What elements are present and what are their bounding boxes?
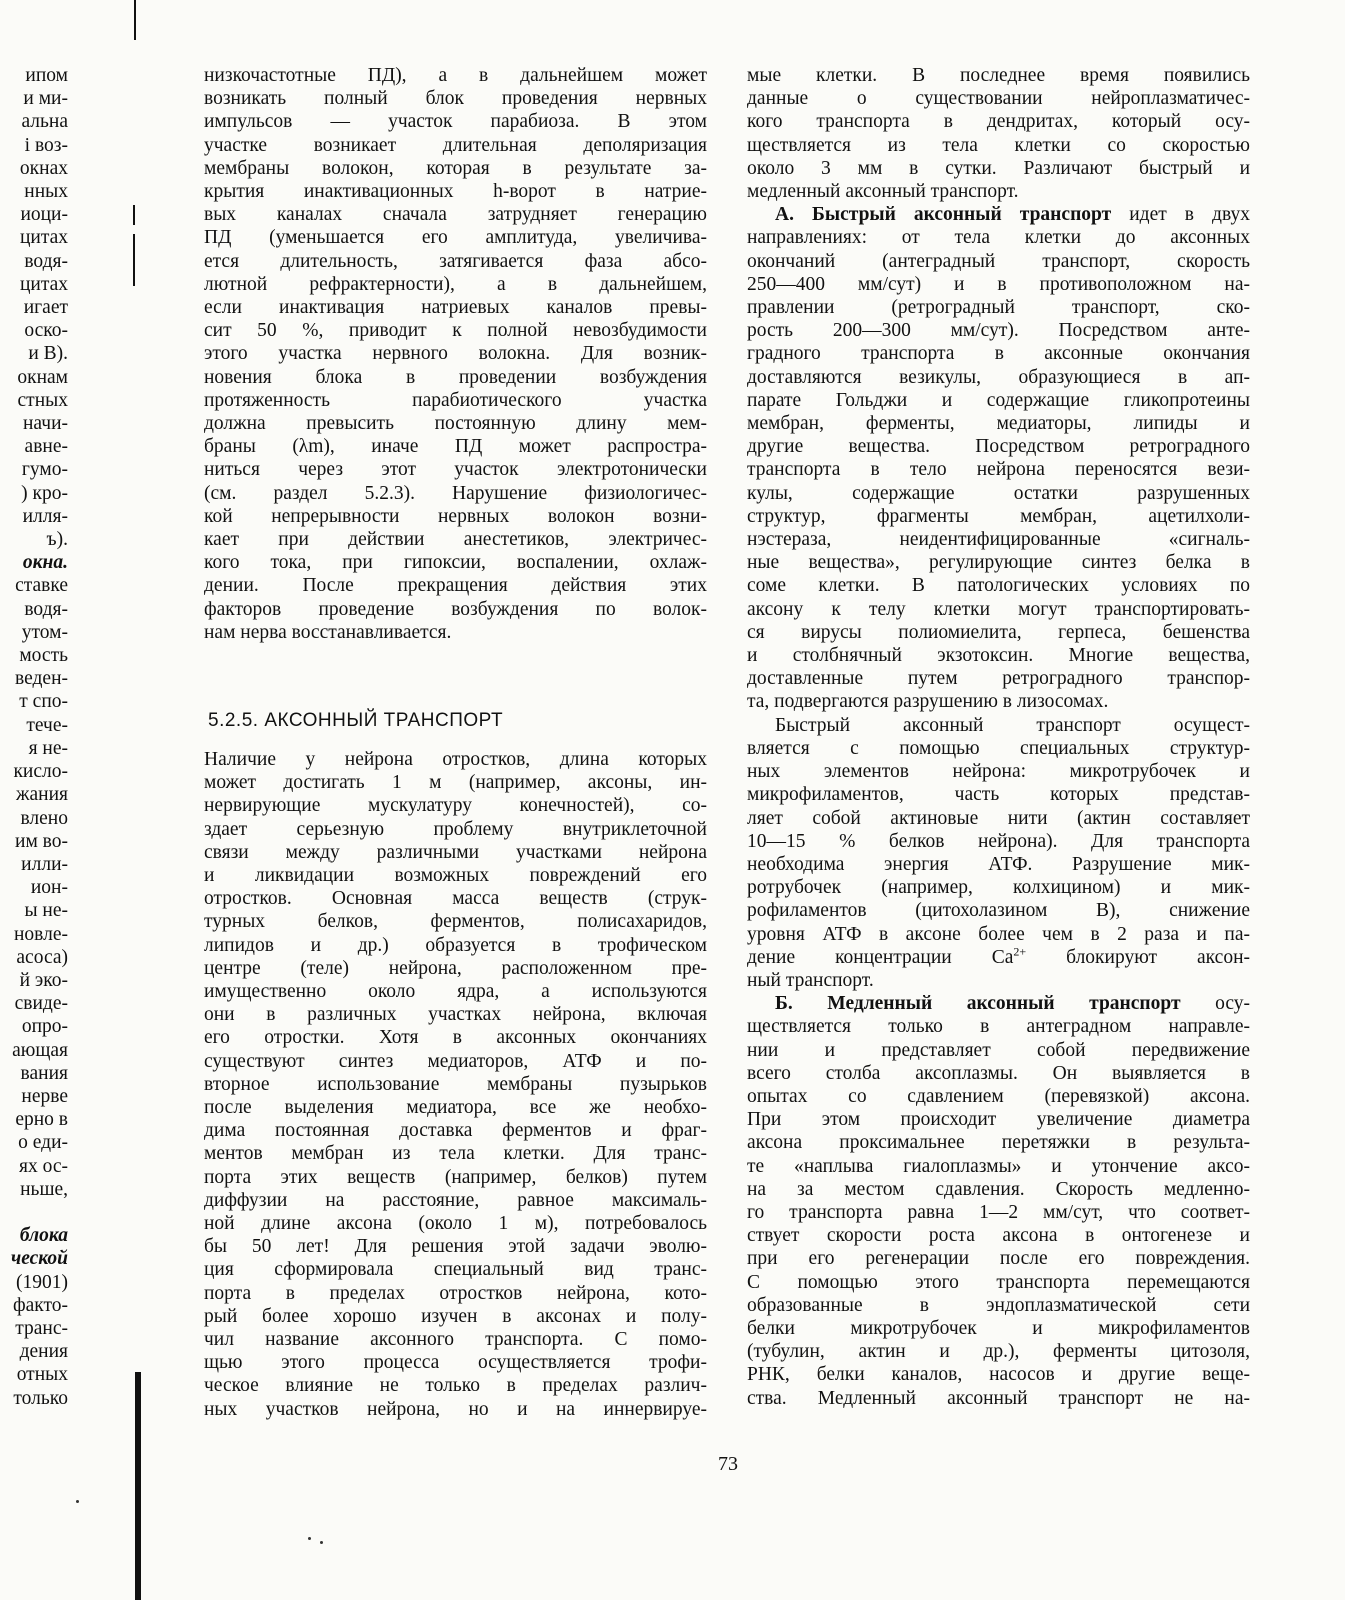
text-line: о еди- — [18, 1132, 68, 1154]
text-line: ях ос- — [19, 1155, 68, 1177]
text-line: (тубулин, актин и др.), ферменты цитозоля, — [747, 1341, 1250, 1363]
text-line: кого тока, при гипоксии, воспалении, охлаж- — [204, 552, 707, 574]
text-line: кого транспорта в дендритах, который осу- — [747, 111, 1250, 133]
text-line: мембраны волокон, которая в результате за- — [204, 157, 707, 179]
text-line: ньше, — [20, 1178, 68, 1200]
text-line: факторов проведение возбуждения по волок- — [204, 598, 707, 620]
bold-lead-slow-transport: Б. Медленный аксонный транспорт — [775, 993, 1181, 1015]
text-line: кой непрерывности нервных волокон возни- — [204, 505, 707, 527]
text-line: го транспорта равна 1—2 мм/сут, что соответ- — [747, 1201, 1250, 1223]
paragraph-b-first-line — [747, 992, 1250, 1015]
text-line: дения — [19, 1341, 68, 1363]
text-line: лютной рефрактерности), а в дальнейшем, — [204, 273, 707, 295]
text-line: цитах — [19, 227, 68, 249]
text-line: транспорта в тело нейрона переносятся вези- — [747, 459, 1250, 481]
scan-speck — [320, 1541, 323, 1544]
text-line: дима постоянная доставка ферментов и фраг- — [204, 1120, 707, 1142]
text-line: т спо- — [19, 691, 68, 713]
text-line: (1901) — [16, 1271, 68, 1293]
bold-fragment: блока — [19, 1225, 68, 1247]
text-line: центре (теле) нейрона, расположенном пре- — [204, 957, 707, 979]
text-line: участке возникает длительная деполяризация — [204, 134, 707, 156]
text-line: При этом происходит увеличение диаметра — [747, 1109, 1250, 1131]
text-line: кает при действии анестетиков, электричес- — [204, 529, 707, 551]
text-line: новле- — [13, 923, 68, 945]
text-line: микрофиламентов, часть которых представ- — [747, 784, 1250, 806]
text-line: доставляются везикулы, образующиеся в ап- — [747, 366, 1250, 388]
text-line: новения блока в проведении возбуждения — [204, 366, 707, 388]
text-line: веден- — [15, 668, 68, 690]
text-line: ный транспорт. — [747, 969, 874, 991]
text-line: ция сформировала специальный вид транс- — [204, 1259, 707, 1281]
text-line: жания — [16, 784, 68, 806]
text-line: низкочастотные ПД), а в дальнейшем может — [204, 65, 707, 86]
text-line: образованные в эндоплазматической сети — [747, 1294, 1250, 1316]
text-line: ной длине аксона (около 1 м), потребовалось — [204, 1213, 707, 1235]
text-line: чил название аксонного транспорта. С помо- — [204, 1329, 707, 1351]
text-line: 250—400 мм/сут) и в противоположном на- — [747, 273, 1250, 295]
text-fragment: осу- — [1180, 993, 1250, 1015]
text-line: и ми- — [23, 88, 68, 110]
gutter-rule-top — [134, 0, 136, 40]
gutter-rule-mid — [133, 234, 135, 286]
right-column — [747, 64, 1250, 1410]
text-line: аксона проксимальнее перетяжки в результа- — [747, 1132, 1250, 1154]
bold-fragment: ческой — [10, 1248, 68, 1270]
text-line: диффузии на расстояние, равное максималь- — [204, 1189, 707, 1211]
text-line: альна — [21, 111, 68, 133]
text-fragment: блокируют аксон- — [1026, 946, 1250, 968]
text-line: градного транспорта в аксонные окончания — [747, 343, 1250, 365]
text-line: соме клетки. В патологических условиях по — [747, 575, 1250, 597]
text-line: порта этих веществ (например, белков) путем — [204, 1166, 707, 1188]
text-line: мость — [19, 645, 68, 667]
text-line: влено — [20, 807, 68, 829]
text-line: турных белков, ферментов, полисахаридов, — [204, 911, 707, 933]
text-line: ипом — [25, 65, 68, 86]
text-line: данные о существовании нейроплазматичес- — [747, 88, 1250, 110]
text-line: оско- — [24, 320, 68, 342]
superscript: 2+ — [1013, 944, 1027, 959]
text-line: нам нерва восстанавливается. — [204, 621, 452, 643]
text-line: Наличие у нейрона отростков, длина которых — [204, 749, 707, 770]
text-line: 10—15 % белков нейрона). Для транспорта — [747, 830, 1250, 852]
scan-speck — [308, 1537, 311, 1540]
text-line: ) кро- — [21, 482, 68, 504]
text-line: вания — [20, 1062, 68, 1084]
section-heading: 5.2.5. АКСОННЫЙ ТРАНСПОРТ — [208, 710, 504, 731]
text-line: и ликвидации возможных повреждений его — [204, 865, 707, 887]
text-line: ществляется из тела клетки со скоростью — [747, 134, 1250, 156]
text-line: мембран, ферменты, медиаторы, липиды и — [747, 413, 1250, 435]
text-line: стных — [17, 389, 68, 411]
text-line: рость 200—300 мм/сут). Посредством анте- — [747, 320, 1250, 342]
text-line: после выделения медиатора, все же необхо- — [204, 1097, 707, 1119]
text-line: нных — [24, 181, 68, 203]
text-line: я не- — [28, 737, 68, 759]
text-line: ных элементов нейрона: микротрубочек и — [747, 761, 1250, 783]
text-line: и В). — [28, 343, 68, 365]
text-line: ион- — [30, 877, 68, 899]
text-line: опытах со сдавлением (перевязкой) аксона. — [747, 1085, 1250, 1107]
text-line: его отростки. Хотя в аксонных окончаниях — [204, 1027, 707, 1049]
text-line: имущественно около ядра, а используются — [204, 981, 707, 1003]
text-line: вторное использование мембраны пузырьков — [204, 1073, 707, 1095]
text-line: необходима энергия АТФ. Разрушение мик- — [747, 853, 1250, 875]
text-line: только — [13, 1387, 68, 1409]
text-line: этого участка нервного волокна. Для возник- — [204, 343, 707, 365]
text-line: асоса) — [16, 946, 68, 968]
scan-speck — [76, 1500, 79, 1503]
gutter-rule-bottom — [135, 1372, 141, 1600]
text-line: отростков. Основная масса веществ (струк- — [204, 888, 707, 910]
text-line: может достигать 1 м (например, аксоны, ин- — [204, 772, 707, 794]
text-line: ществляется только в антеградном направле- — [747, 1016, 1250, 1038]
text-line: медленный аксонный транспорт. — [747, 181, 1019, 203]
text-line: направлениях: от тела клетки до аксонных — [747, 227, 1250, 249]
text-line: ы не- — [24, 900, 68, 922]
text-line: доставленные путем ретроградного транспор- — [747, 668, 1250, 690]
text-line: правлении (ретроградный транспорт, ско- — [747, 297, 1250, 319]
text-line: ляет собой актиновые нити (актин составляет — [747, 807, 1250, 829]
middle-column-paragraph-1 — [204, 64, 707, 644]
text-line: игает — [23, 297, 68, 319]
text-line: факто- — [12, 1294, 68, 1316]
text-line: кисло- — [13, 761, 68, 783]
text-line: транс- — [15, 1317, 68, 1339]
text-line: ставке — [15, 575, 68, 597]
text-line: структур, фрагменты мембран, ацетилхоли- — [747, 505, 1250, 527]
text-line: браны (λm), иначе ПД может распростра- — [204, 436, 707, 458]
text-line: рофиламентов (цитохолазином В), снижение — [747, 900, 1250, 922]
text-line: илля- — [22, 505, 68, 527]
text-line: ерно в — [15, 1109, 68, 1131]
text-line: вляется с помощью специальных структур- — [747, 737, 1250, 759]
text-line: ментов мембран из тела клетки. Для транс- — [204, 1143, 707, 1165]
text-line: крытия инактивационных h-ворот в натрие- — [204, 181, 707, 203]
text-line: ниться через этот участок электротонически — [204, 459, 707, 481]
text-line: свиде- — [14, 993, 68, 1015]
gutter-rule-mark — [133, 205, 135, 225]
text-line: й эко- — [19, 969, 68, 991]
text-line: гумо- — [21, 459, 68, 481]
text-line: ных участков нейрона, но и на иннервируе- — [204, 1398, 707, 1420]
middle-column-paragraph-2 — [204, 748, 707, 1421]
text-line: ческое влияние не только в пределах различ- — [204, 1375, 707, 1397]
text-line: если инактивация натриевых каналов превы- — [204, 297, 707, 319]
text-line: протяженность парабиотического участка — [204, 389, 707, 411]
text-line: им во- — [15, 830, 68, 852]
text-line: около 3 мм в сутки. Различают быстрый и — [747, 157, 1250, 179]
text-line: окончаний (антеградный транспорт, скорость — [747, 250, 1250, 272]
text-line: ствует скорости роста аксона в онтогенезе и — [747, 1225, 1250, 1247]
text-line: сит 50 %, приводит к полной невозбудимости — [204, 320, 707, 342]
text-line: і воз- — [24, 134, 68, 156]
text-line: они в различных участках нейрона, включая — [204, 1004, 707, 1026]
text-line: отных — [16, 1364, 68, 1386]
text-line: водя- — [24, 250, 68, 272]
text-line: ся вирусы полиомиелита, герпеса, бешенства — [747, 621, 1250, 643]
text-line: ПД (уменьшается его амплитуда, увеличива- — [204, 227, 707, 249]
text-line: те «наплыва гиалоплазмы» и утончение аксо- — [747, 1155, 1250, 1177]
text-line: нервирующие мускулатуру конечностей), со- — [204, 795, 707, 817]
text-line: другие вещества. Посредством ретроградного — [747, 436, 1250, 458]
text-line: ные вещества», регулирующие синтез белка в — [747, 552, 1250, 574]
text-line: и столбнячный экзотоксин. Многие вещества, — [747, 645, 1250, 667]
text-line: при его регенерации после его повреждения. — [747, 1248, 1250, 1270]
text-line: нэстераза, неидентифицированные «сигналь- — [747, 529, 1250, 551]
text-line: та, подвергаются разрушению в лизосомах. — [747, 691, 1109, 713]
text-line: окнам — [17, 366, 68, 388]
text-line: ающая — [12, 1039, 68, 1061]
text-line: рый более хорошо изучен в аксонах и полу- — [204, 1305, 707, 1327]
text-line: здает серьезную проблему внутриклеточной — [204, 818, 707, 840]
text-line: порта в пределах отростков нейрона, кото- — [204, 1282, 707, 1304]
text-line: бы 50 лет! Для решения этой задачи эволю- — [204, 1236, 707, 1258]
text-line: водя- — [24, 598, 68, 620]
text-fragment: дение концентрации Ca — [747, 946, 1014, 968]
text-line: нерве — [21, 1085, 68, 1107]
text-line: авне- — [24, 436, 68, 458]
calcium-line — [747, 946, 1250, 969]
text-line: РНК, белки каналов, насосов и другие веще- — [747, 1364, 1250, 1386]
text-line: связи между различными участками нейрона — [204, 841, 707, 863]
paragraph-a-first-line — [747, 203, 1250, 226]
text-line: аксону к телу клетки могут транспортировать- — [747, 598, 1250, 620]
text-line: начи- — [22, 413, 68, 435]
text-line: возникать полный блок проведения нервных — [204, 88, 707, 110]
spacer — [0, 1201, 68, 1224]
text-line: ъ). — [46, 529, 68, 551]
text-fragment: идет в двух — [1111, 204, 1251, 226]
text-line: вых каналах сначала затрудняет генерацию — [204, 204, 707, 226]
text-line: Быстрый аксонный транспорт осущест- — [775, 714, 1250, 736]
text-line: кулы, содержащие остатки разрушенных — [747, 482, 1250, 504]
bold-lead-fast-transport: А. Быстрый аксонный транспорт — [775, 204, 1112, 226]
text-line: щью этого процесса осуществляется трофи- — [204, 1352, 707, 1374]
bold-fragment: окна. — [22, 552, 68, 574]
text-line: тече- — [26, 714, 68, 736]
text-line: парате Гольджи и содержащие гликопротеины — [747, 389, 1250, 411]
text-line: на за местом сдавления. Скорость медленно- — [747, 1178, 1250, 1200]
text-line: (см. раздел 5.2.3). Нарушение физиологичес- — [204, 482, 707, 504]
text-line: уровня АТФ в аксоне более чем в 2 раза и па- — [747, 923, 1250, 945]
text-line: окнах — [19, 157, 68, 179]
text-line: должна превысить постоянную длину мем- — [204, 413, 707, 435]
text-line: утом- — [21, 621, 68, 643]
page-number: 73 — [718, 1453, 738, 1475]
text-line: липидов и др.) образуется в трофическом — [204, 934, 707, 956]
text-line: ется длительность, затягивается фаза абсо- — [204, 250, 707, 272]
text-line: нии и представляет собой передвижение — [747, 1039, 1250, 1061]
text-line: дении. После прекращения действия этих — [204, 575, 707, 597]
text-line: цитах — [19, 273, 68, 295]
left-column-fragments — [0, 64, 68, 1410]
text-line: С помощью этого транспорта перемещаются — [747, 1271, 1250, 1293]
text-line: иоци- — [20, 204, 68, 226]
text-line: всего столба аксоплазмы. Он выявляется в — [747, 1062, 1250, 1084]
text-line: ства. Медленный аксонный транспорт не на- — [747, 1387, 1250, 1409]
text-line: опро- — [21, 1016, 68, 1038]
text-line: белки микротрубочек и микрофиламентов — [747, 1317, 1250, 1339]
text-line: ротрубочек (например, колхицином) и мик- — [747, 877, 1250, 899]
text-line: существуют синтез медиаторов, АТФ и по- — [204, 1050, 707, 1072]
text-line: импульсов — участок парабиоза. В этом — [204, 111, 707, 133]
text-line: илли- — [21, 853, 68, 875]
text-line: мые клетки. В последнее время появились — [747, 65, 1250, 86]
